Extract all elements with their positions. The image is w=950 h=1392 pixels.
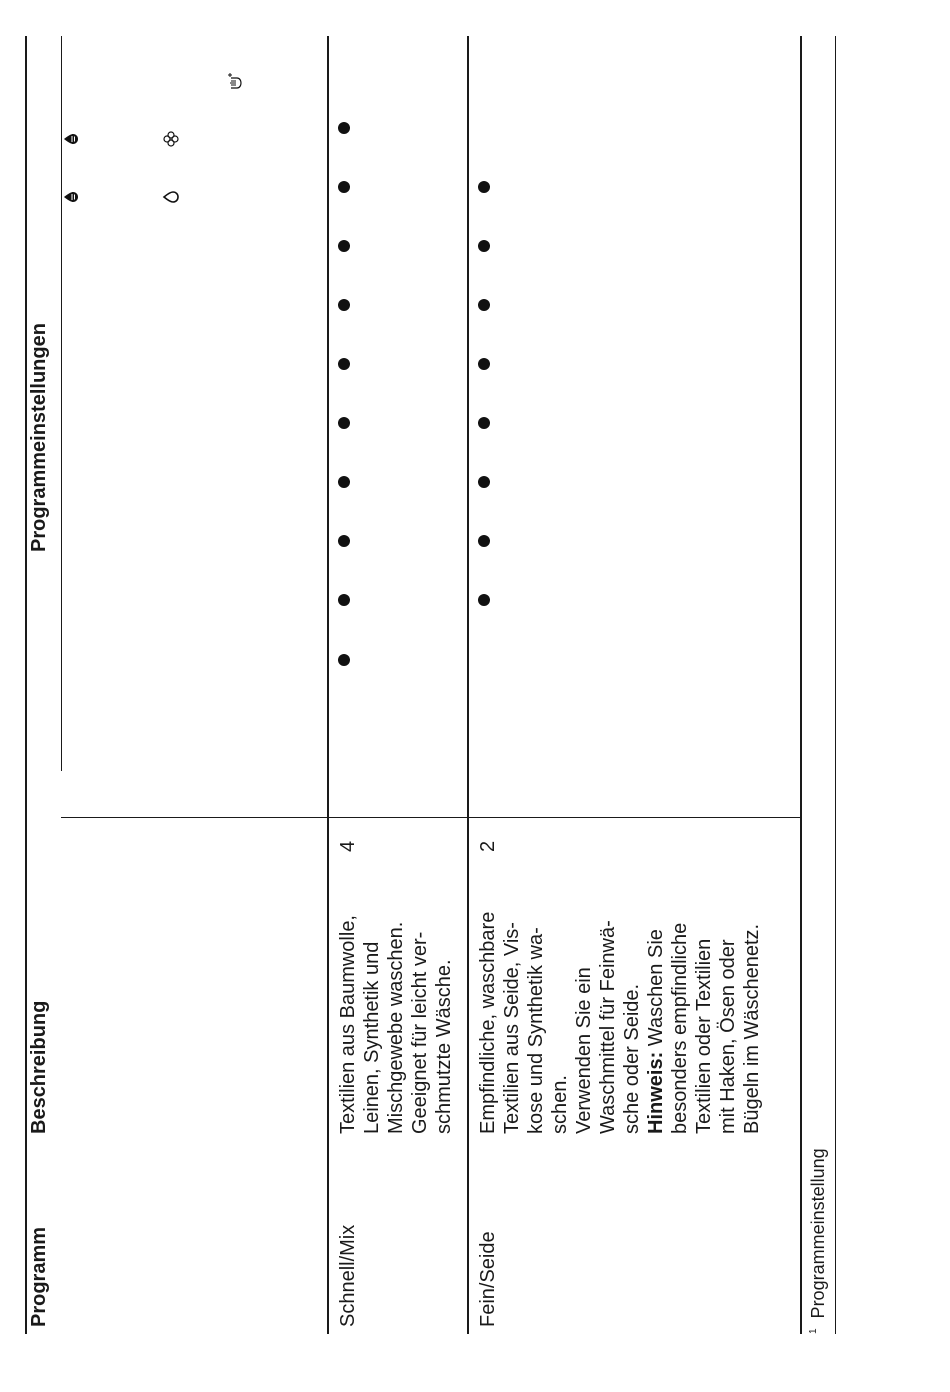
rinse-plus-icon: [225, 70, 243, 92]
row-2-line-9: besonders empfindliche: [669, 922, 691, 1134]
stain-drop-icon: [62, 188, 80, 206]
setting-dot: [478, 240, 490, 252]
table-bottom-rule: [800, 36, 802, 1334]
setting-dot: [338, 240, 350, 252]
row-1-line-2: Leinen, Synthetik und: [361, 941, 383, 1134]
row-2-line-5: Verwenden Sie ein: [573, 967, 595, 1134]
row-2-line-6: Waschmittel für Feinwä-: [597, 920, 619, 1134]
row-1-description: [336, 915, 456, 1134]
flower-icon: [162, 130, 180, 148]
row-1-line-1: Textilien aus Baumwolle,: [337, 915, 359, 1134]
row-2-line-4: schen.: [549, 1075, 571, 1134]
row-2-line-1: Empfindliche, waschbare: [477, 911, 499, 1134]
setting-dot: [338, 299, 350, 311]
setting-dot: [338, 476, 350, 488]
settings-column-divider: [61, 817, 802, 818]
drop-outline-icon: [162, 188, 180, 206]
row-1-value: 4: [337, 840, 359, 852]
row-1-line-4: Geeignet für leicht ver-: [409, 931, 431, 1134]
row-2-hint-line: [644, 912, 668, 1134]
table-top-rule: [25, 36, 27, 1334]
header-divider: [327, 36, 329, 1334]
header-programm: Programm: [28, 1226, 50, 1327]
header-programmeinstellungen: Programmeinstellungen: [28, 323, 50, 552]
setting-dot: [478, 476, 490, 488]
setting-dot: [338, 181, 350, 193]
row-2-line-7: sche oder Seide.: [621, 983, 643, 1134]
setting-dot: [338, 358, 350, 370]
setting-dot: [338, 654, 350, 666]
setting-dot: [478, 594, 490, 606]
hint-text: Waschen Sie: [645, 929, 667, 1052]
row-2-line-12: Bügeln im Wäschenetz.: [741, 923, 763, 1134]
footnote-text: Programmeinstellung: [808, 1148, 828, 1319]
row-1-programm: Schnell/Mix: [337, 1224, 359, 1327]
setting-dot: [338, 417, 350, 429]
row-2-programm: Fein/Seide: [477, 1231, 499, 1327]
row-1-line-5: schmutzte Wäsche.: [433, 959, 455, 1134]
setting-dot: [478, 181, 490, 193]
footnote: [808, 1148, 829, 1334]
row-2-description: [476, 912, 764, 1134]
row-2-line-2: Textilien aus Seide, Vis-: [501, 922, 523, 1134]
header-beschreibung: Beschreibung: [28, 1000, 50, 1134]
footnote-marker: 1: [808, 1328, 819, 1334]
row-2-line-3: kose und Synthetik wa-: [525, 927, 547, 1134]
page-bottom-rule: [835, 36, 836, 1334]
setting-dot: [338, 535, 350, 547]
stain-drop-icon-2: [62, 130, 80, 148]
setting-dot: [478, 417, 490, 429]
row-divider: [467, 36, 469, 1334]
setting-dot: [338, 594, 350, 606]
setting-dot: [478, 358, 490, 370]
setting-dot: [338, 122, 350, 134]
setting-dot: [478, 299, 490, 311]
setting-dot: [478, 535, 490, 547]
hint-label: Hinweis:: [645, 1051, 667, 1134]
row-2-value: 2: [477, 840, 499, 852]
row-2-line-11: mit Haken, Ösen oder: [717, 939, 739, 1134]
row-1-line-3: Mischgewebe waschen.: [385, 921, 407, 1134]
row-2-line-10: Textilien oder Textilien: [693, 938, 715, 1134]
